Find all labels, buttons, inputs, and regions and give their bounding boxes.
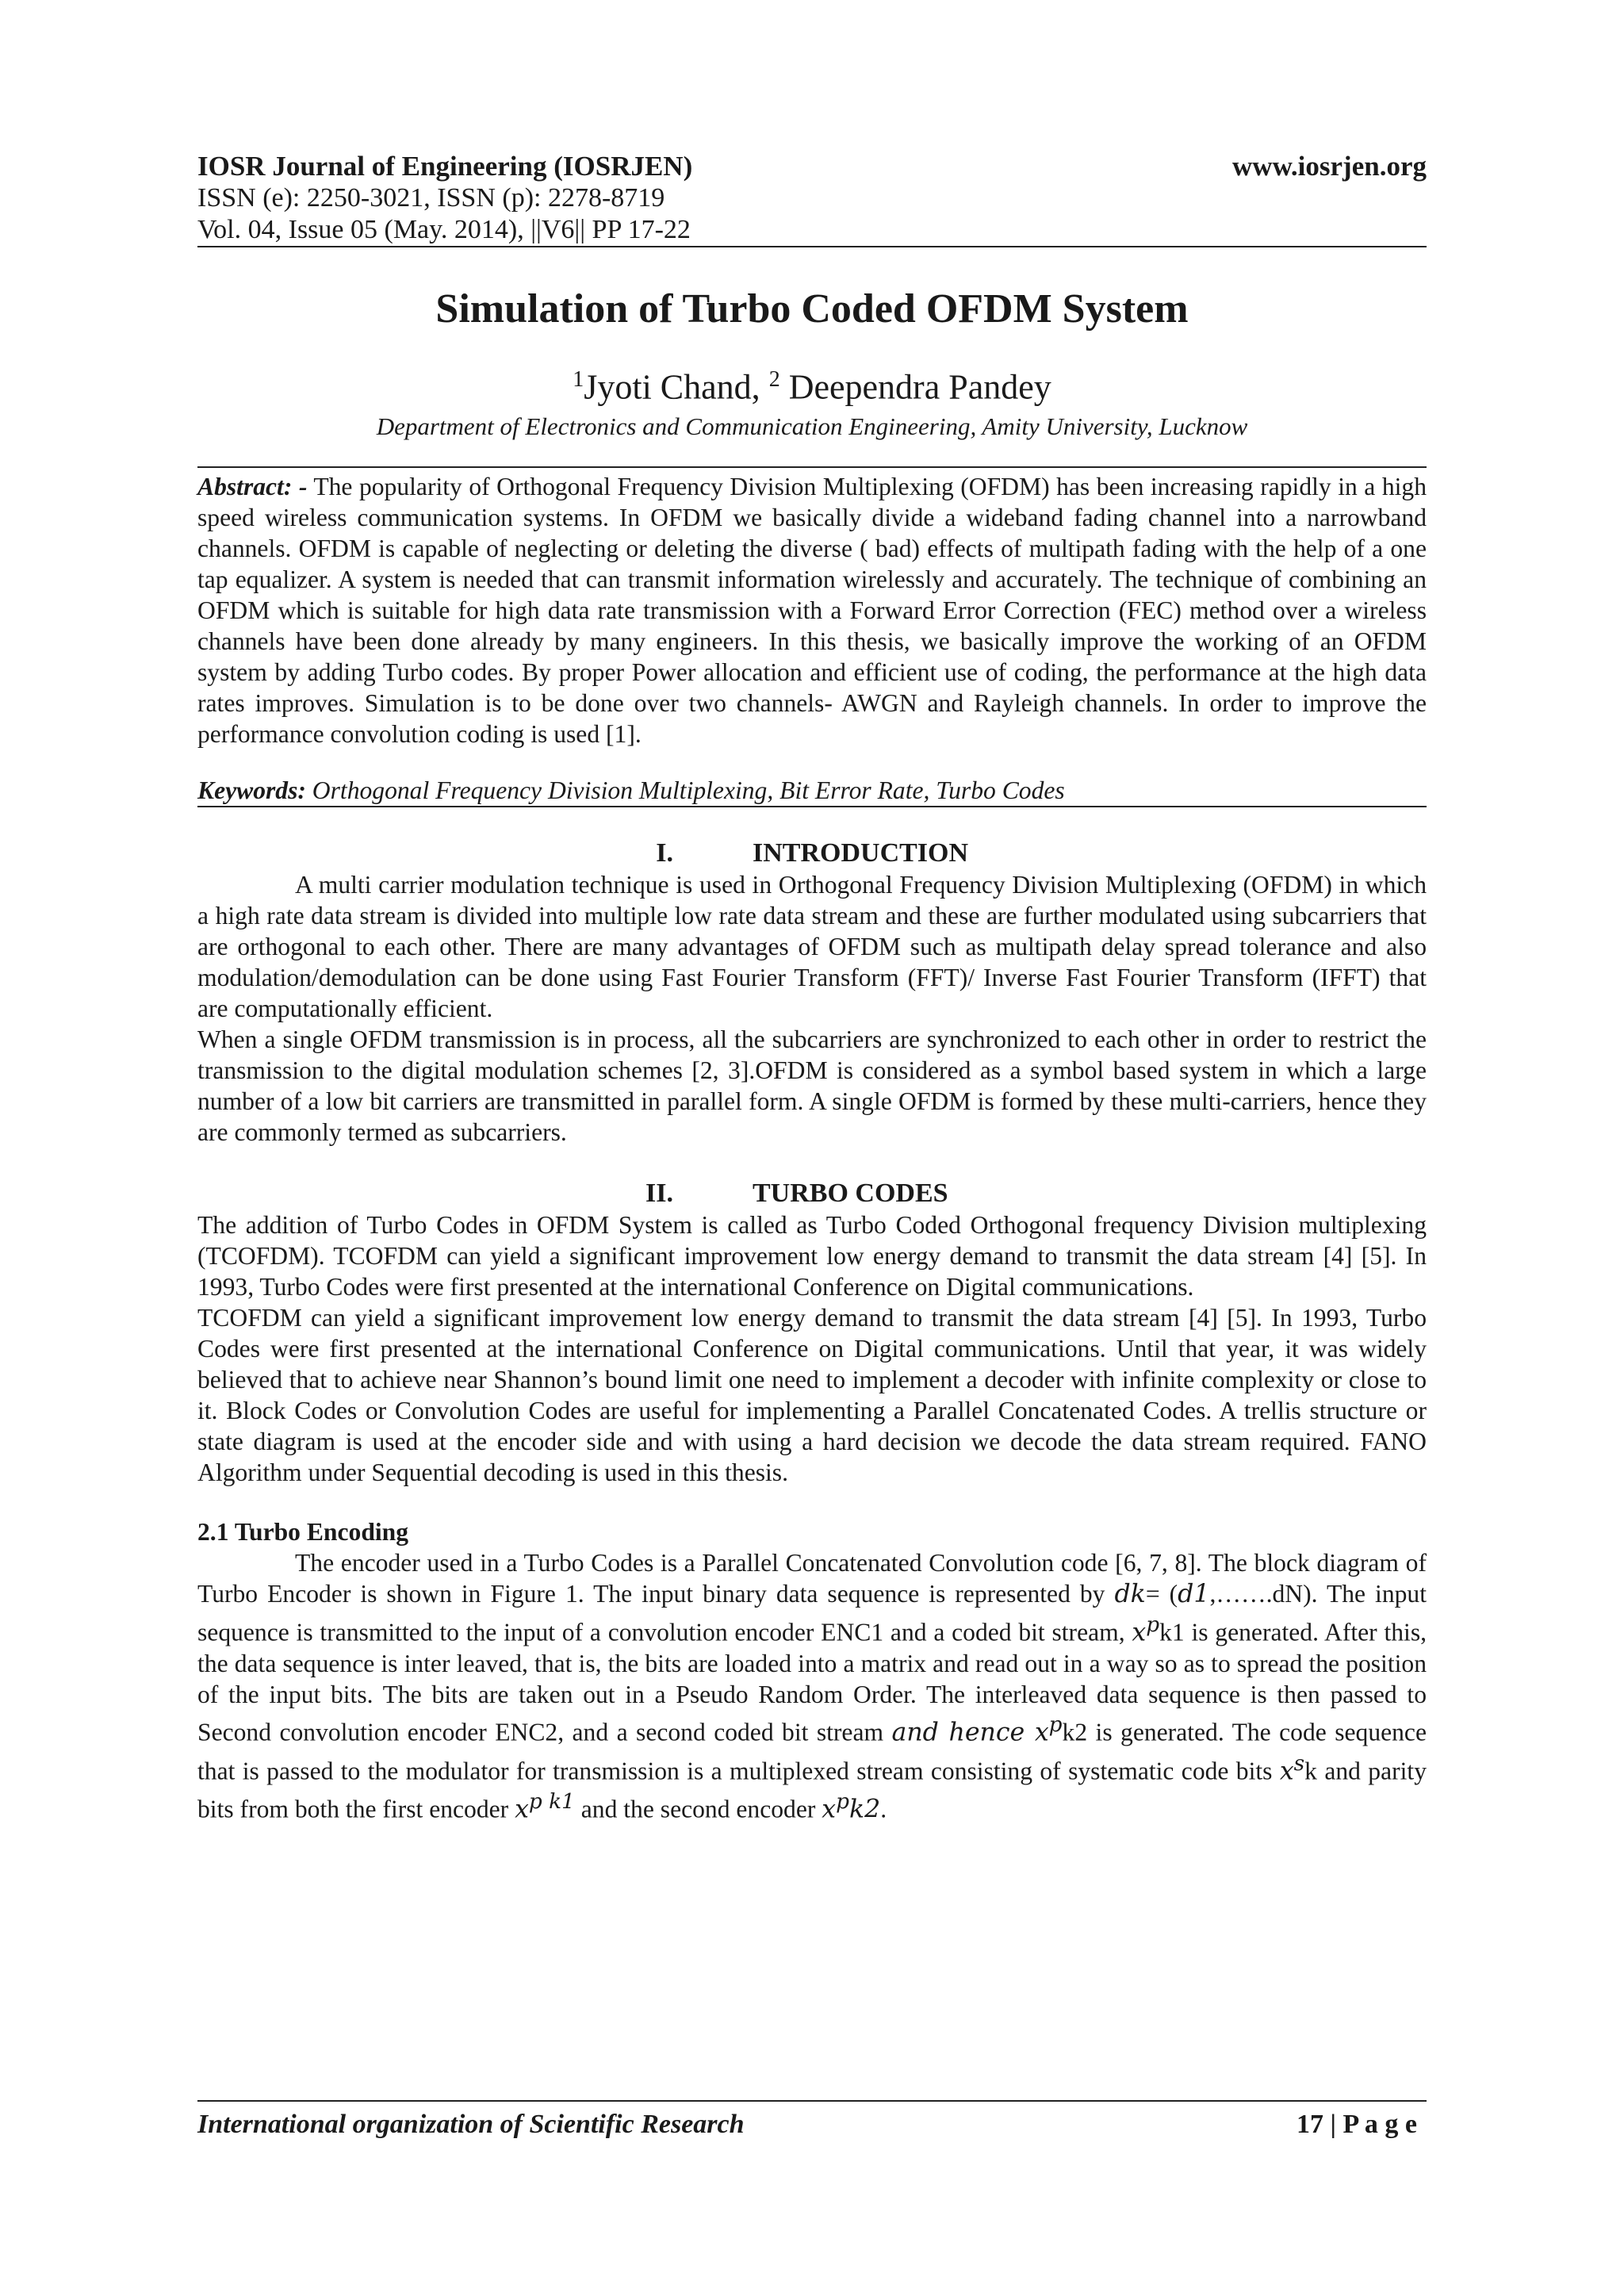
page bbox=[197, 151, 1427, 1826]
text-run: ,…….dN). The input sequence is transmitted to the input of a convolution encoder ENC1 and a coded bit stream, bbox=[197, 1579, 1427, 1646]
journal-name: IOSR Journal of Engineering (IOSRJEN) bbox=[197, 151, 693, 182]
abstract-text: The popularity of Orthogonal Frequency Division Multiplexing (OFDM) has been increasing rapidly in a high speed wireless communication systems. In OFDM we basically divide a wideband fading channel into a narrowband channels. OFDM is capable of neglecting or deleting the diverse ( bad) effects of multipath fading with the help of a one tap equalizer. A system is needed that can transmit information wirelessly and accurately. The technique of combining an OFDM which is suitable for high data rate transmission with a Forward Error Correction (FEC) method over a wireless channels have been done already by many engineers. In this thesis, we basically improve the working of an OFDM system by adding Turbo codes. By proper Power allocation and efficient use of coding, the performance at the high data rates improves. Simulation is to be done over two channels- AWGN and Rayleigh channels. In order to improve the performance convolution coding is used [1]. bbox=[197, 472, 1427, 748]
text-run: The encoder used in a Turbo Codes is a Parallel Concatenated Convolution code [6, 7, 8]. The block diagram of Turbo Encoder is shown in Figure 1. The input binary data sequence is represented by bbox=[197, 1548, 1427, 1608]
text-run: = ( bbox=[1145, 1579, 1178, 1608]
section-number: I. bbox=[656, 838, 673, 868]
header-top-row bbox=[197, 151, 1427, 182]
header-rule bbox=[197, 246, 1427, 247]
section-heading-introduction bbox=[197, 838, 1427, 869]
author2-name: Deependra Pandey bbox=[779, 367, 1051, 407]
math-superscript: p bbox=[1146, 1612, 1160, 1637]
keywords-label: Keywords: bbox=[197, 776, 306, 804]
issn-line: ISSN (e): 2250-3021, ISSN (p): 2278-8719 bbox=[197, 183, 665, 213]
affiliation: Department of Electronics and Communication Engineering, Amity University, Lucknow bbox=[376, 412, 1248, 440]
volume-line: Vol. 04, Issue 05 (May. 2014), ||V6|| PP 17-22 bbox=[197, 215, 691, 244]
keywords-rule bbox=[197, 806, 1427, 807]
page-footer bbox=[197, 2100, 1427, 2140]
math-superscript: p k1 bbox=[528, 1790, 575, 1815]
subsection-heading-turbo-encoding: 2.1 Turbo Encoding bbox=[197, 1517, 409, 1546]
math-d1: d1 bbox=[1178, 1579, 1210, 1608]
footer-page-number: 17 | P a g e bbox=[1297, 2110, 1417, 2139]
text-run: k2 is generated. The code sequence that is passed to the modulator for transmission is a multiplexed stream consisting of systematic code bits bbox=[197, 1718, 1427, 1785]
text-run: . bbox=[880, 1795, 887, 1823]
turbo-paragraph-2: TCOFDM can yield a significant improvement low energy demand to transmit the data stream [4] [5]. In 1993, Turbo Codes were first presented at the international Conference on Digital communications. Until that year, it was widely believed that to achieve near Shannon’s bound limit one need to implement a decoder with infinite complexity or close to it. Block Codes or Convolution Codes are useful for implementing a Parallel Concatenated Codes. A trellis structure or state diagram is used at the encoder side and with using a hard decision we decode the data stream required. FANO Algorithm under Sequential decoding is used in this thesis. bbox=[197, 1303, 1427, 1486]
section-heading-turbo-codes bbox=[197, 1178, 1427, 1209]
math-and-hence: and hence x bbox=[891, 1718, 1049, 1747]
math-x: x bbox=[1132, 1618, 1147, 1647]
section-title: INTRODUCTION bbox=[753, 838, 969, 868]
keywords-text: Orthogonal Frequency Division Multiplexing, Bit Error Rate, Turbo Codes bbox=[305, 776, 1065, 804]
math-k2: k2 bbox=[848, 1795, 881, 1824]
intro-paragraph-2: When a single OFDM transmission is in process, all the subcarriers are synchronized to each other in order to restrict the transmission to the digital modulation schemes [2, 3].OFDM is considered as a symbol based system in which a large number of a low bit carriers are transmitted in parallel form. A single OFDM is formed by these multi-carriers, hence they are commonly termed as subcarriers. bbox=[197, 1025, 1427, 1146]
author1-name: Jyoti Chand, bbox=[584, 367, 769, 407]
turbo-encoding-paragraph bbox=[197, 1547, 1427, 1826]
author2-affil-num: 2 bbox=[768, 367, 780, 392]
paper-title: Simulation of Turbo Coded OFDM System bbox=[435, 286, 1189, 332]
footer-organization: International organization of Scientific Research bbox=[197, 2110, 745, 2139]
turbo-paragraph-1: The addition of Turbo Codes in OFDM System is called as Turbo Coded Orthogonal frequency Division multiplexing (TCOFDM). TCOFDM can yield a significant improvement low energy demand to transmit the data stream [4] [5]. In 1993, Turbo Codes were first presented at the international Conference on Digital communications. bbox=[197, 1210, 1427, 1301]
math-x: x bbox=[822, 1795, 837, 1824]
abstract-label: Abstract: - bbox=[197, 472, 308, 500]
math-x: x bbox=[1279, 1757, 1294, 1786]
abstract-top-rule bbox=[197, 466, 1427, 468]
authors bbox=[197, 358, 1427, 409]
section-number: II. bbox=[645, 1178, 673, 1208]
footer-row bbox=[197, 2110, 1427, 2140]
intro-paragraph-1: A multi carrier modulation technique is used in Orthogonal Frequency Division Multiplexing (OFDM) in which a high rate data stream is divided into multiple low rate data stream and these are further modulated using subcarriers that are orthogonal to each other. There are many advantages of OFDM such as multipath delay spread tolerance and also modulation/demodulation can be done using Fast Fourier Transform (FFT)/ Inverse Fast Fourier Transform (IFFT) that are computationally efficient. bbox=[197, 870, 1427, 1022]
text-run: k1 is generated. After this, the data sequence is inter leaved, that is, the bits are loaded into a matrix and read out in a way so as to spread the position of the input bits. The bits are taken out in a Pseudo Random Order. The interleaved data sequence is then passed to Second convolution encoder ENC2, and a second coded bit stream bbox=[197, 1618, 1427, 1746]
math-x: x bbox=[515, 1795, 529, 1824]
math-superscript: p bbox=[836, 1790, 849, 1815]
author1-affil-num: 1 bbox=[573, 367, 584, 392]
abstract bbox=[197, 471, 1427, 749]
text-run: and the second encoder bbox=[574, 1795, 822, 1823]
journal-website[interactable]: www.iosrjen.org bbox=[1232, 151, 1427, 182]
footer-rule bbox=[197, 2100, 1427, 2102]
math-dk: dk bbox=[1114, 1579, 1146, 1608]
section-title: TURBO CODES bbox=[753, 1178, 948, 1208]
text-run: k and parity bits from both the first encoder bbox=[197, 1757, 1427, 1823]
keywords bbox=[197, 775, 1427, 806]
math-superscript: p bbox=[1048, 1713, 1063, 1738]
math-superscript: s bbox=[1293, 1751, 1305, 1776]
